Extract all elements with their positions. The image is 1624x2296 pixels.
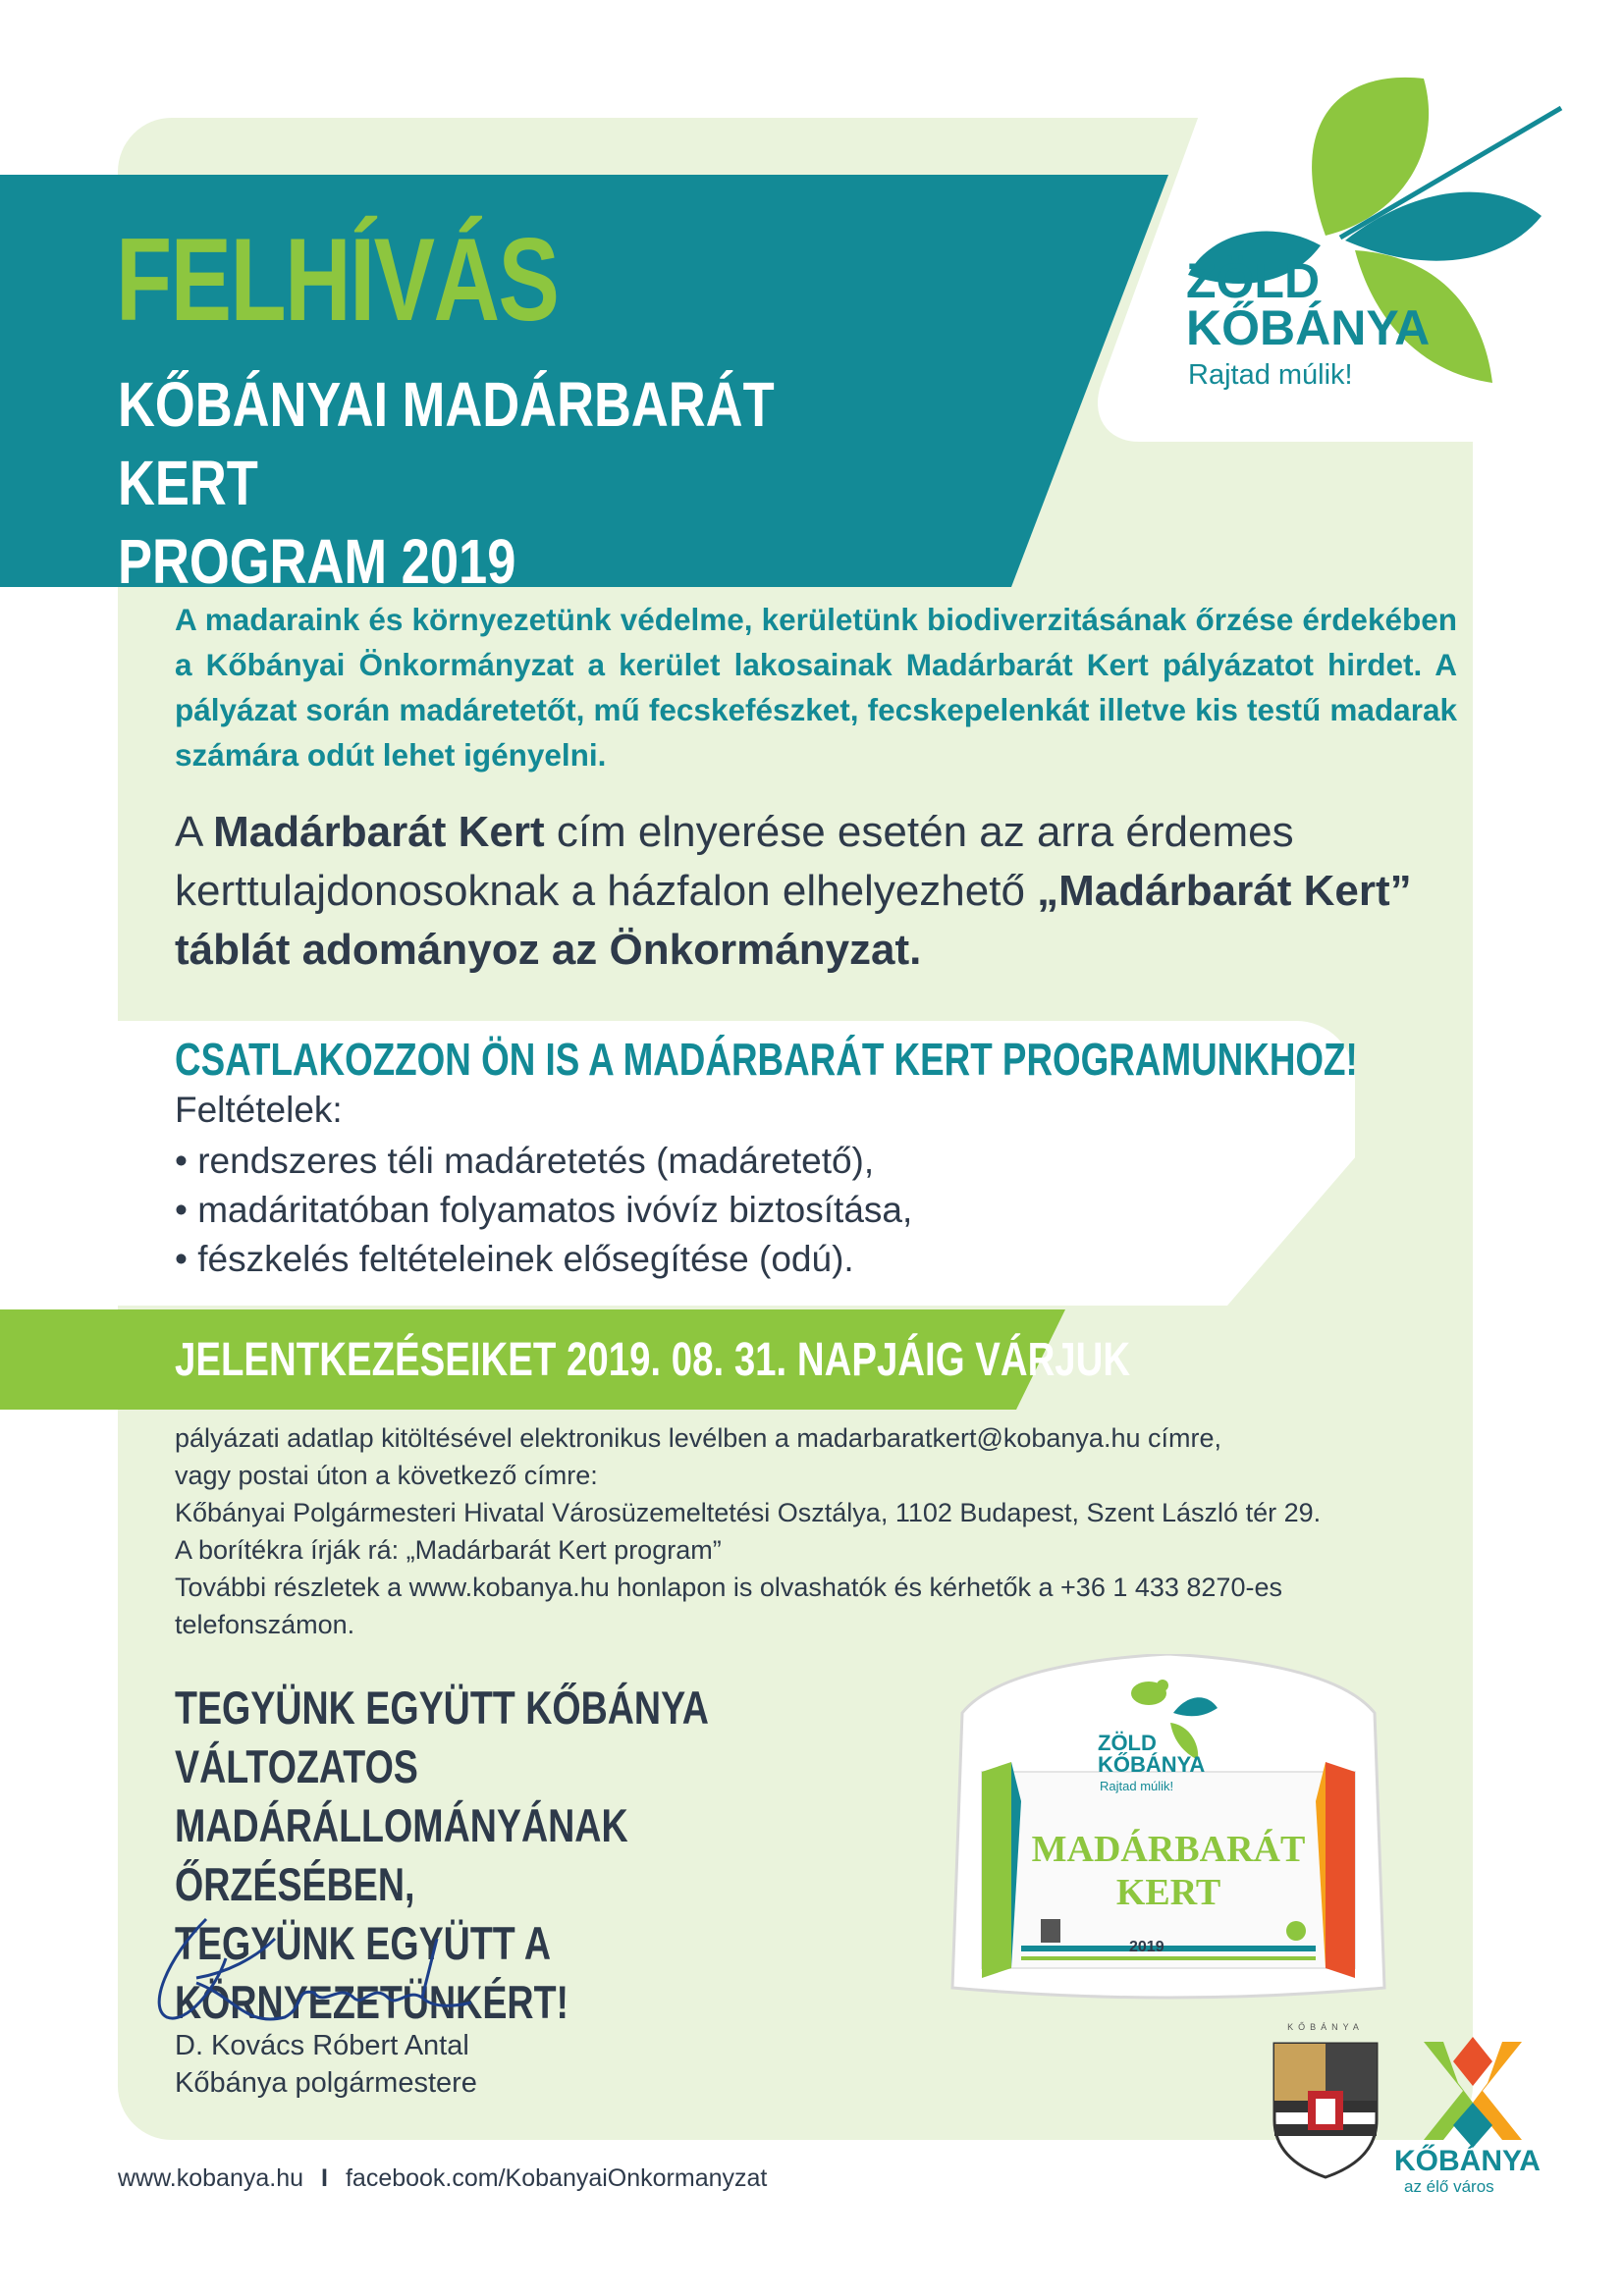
- details-text: [175, 1419, 1461, 1643]
- join-title: CSATLAKOZZON ÖN IS A MADÁRBARÁT KERT PROGRAMUNKHOZ!: [175, 1034, 1358, 1085]
- coat-label: KŐBÁNYA: [1287, 2022, 1364, 2032]
- details-line5: További részletek a www.kobanya.hu honlapon is olvashatók és kérhetők a +36 1 433 8270-es: [175, 1573, 1282, 1602]
- award-bold2: „Madárbarát Kert” táblát adományoz az Önkormányzat.: [175, 867, 1412, 974]
- plaque-year: 2019: [1129, 1939, 1164, 1955]
- details-line4: A borítékra írják rá: „Madárbarát Kert program”: [175, 1535, 722, 1565]
- page-title: FELHÍVÁS: [116, 214, 559, 346]
- details-line1: pályázati adatlap kitöltésével elektronikus levélben a madarbaratkert@kobanya.hu címre,: [175, 1423, 1221, 1453]
- list-item: • rendszeres téli madáretetés (madáretető),: [175, 1141, 875, 1181]
- award-mid: cím elnyerése esetén az arra érdemes kerttulajdonosoknak a házfalon elhelyezhető: [175, 808, 1294, 915]
- program-title-line2: PROGRAM 2019: [118, 526, 516, 597]
- footer-facebook-link[interactable]: facebook.com/KobanyaiOnkormanyzat: [345, 2164, 768, 2192]
- plaque-logo-tagline: Rajtad múlik!: [1100, 1779, 1174, 1793]
- plaque-title-line1: MADÁRBARÁT: [1031, 1829, 1306, 1870]
- signature-icon: [128, 1899, 520, 2037]
- details-line3: Kőbányai Polgármesteri Hivatal Városüzemeltetési Osztálya, 1102 Budapest, Szent László tér 29.: [175, 1498, 1322, 1527]
- award-bold1: Madárbarát Kert: [213, 808, 545, 856]
- coat-of-arms-icon: [1267, 2022, 1384, 2179]
- closing-line2: MADÁRÁLLOMÁNYÁNAK ŐRZÉSÉBEN,: [175, 1799, 628, 1910]
- signer-role: Kőbánya polgármestere: [175, 2067, 477, 2099]
- signer-name: D. Kovács Róbert Antal: [175, 2030, 469, 2061]
- city-logo-name: KŐBÁNYA: [1394, 2145, 1541, 2177]
- details-line6: telefonszámon.: [175, 1610, 355, 1639]
- closing-line1: TEGYÜNK EGYÜTT KŐBÁNYA VÁLTOZATOS: [175, 1682, 708, 1792]
- intro-paragraph: A madaraink és környezetünk védelme, kerületünk biodiverzitásának őrzése érdekében a Kőbányai Önkormányzat a kerület lakosainak Madárbarát Kert pályázatot hirdet. A pályázat során madáretetőt, mű fecskefészket, fecskepelenkát illetve kis testű madarak számára odút lehet igényelni.: [175, 602, 1457, 773]
- logo-tagline: Rajtad múlik!: [1188, 359, 1353, 391]
- program-title-line1: KŐBÁNYAI MADÁRBARÁT KERT: [118, 369, 775, 518]
- footer: [118, 2164, 767, 2193]
- city-logo-tagline: az élő város: [1404, 2177, 1494, 2196]
- program-title: [118, 365, 923, 601]
- footer-separator: I: [321, 2164, 328, 2192]
- award-paragraph: [175, 803, 1490, 980]
- logo-line2: KŐBÁNYA: [1186, 300, 1431, 355]
- footer-website-link[interactable]: www.kobanya.hu: [118, 2164, 304, 2192]
- logo-wordmark: [1186, 253, 1431, 355]
- list-item: • madáritatóban folyamatos ivóvíz biztosítása,: [175, 1190, 913, 1230]
- kobanya-x-logo-icon: [1414, 2032, 1532, 2150]
- plaque-title-line2: KERT: [1115, 1872, 1221, 1913]
- deadline-text: JELENTKEZÉSEIKET 2019. 08. 31. NAPJÁIG VÁRJUK: [175, 1334, 1131, 1386]
- closing-line3: TEGYÜNK EGYÜTT A KÖRNYEZETÜNKÉRT!: [175, 1917, 569, 2028]
- plaque-logo: [1098, 1733, 1205, 1776]
- conditions-label: Feltételek:: [175, 1090, 343, 1130]
- award-pre: A: [175, 808, 214, 856]
- plaque-logo-line1: ZÖLD: [1098, 1731, 1157, 1755]
- logo-line1: ZÖLD: [1186, 253, 1321, 308]
- conditions-list: [175, 1137, 912, 1284]
- details-line2: vagy postai úton a következő címre:: [175, 1461, 598, 1490]
- signer-block: [175, 2027, 477, 2102]
- list-item: • fészkelés feltételeinek elősegítése (odú).: [175, 1239, 854, 1279]
- plaque-logo-line2: KŐBÁNYA: [1098, 1752, 1206, 1777]
- plaque-title: [992, 1828, 1345, 1914]
